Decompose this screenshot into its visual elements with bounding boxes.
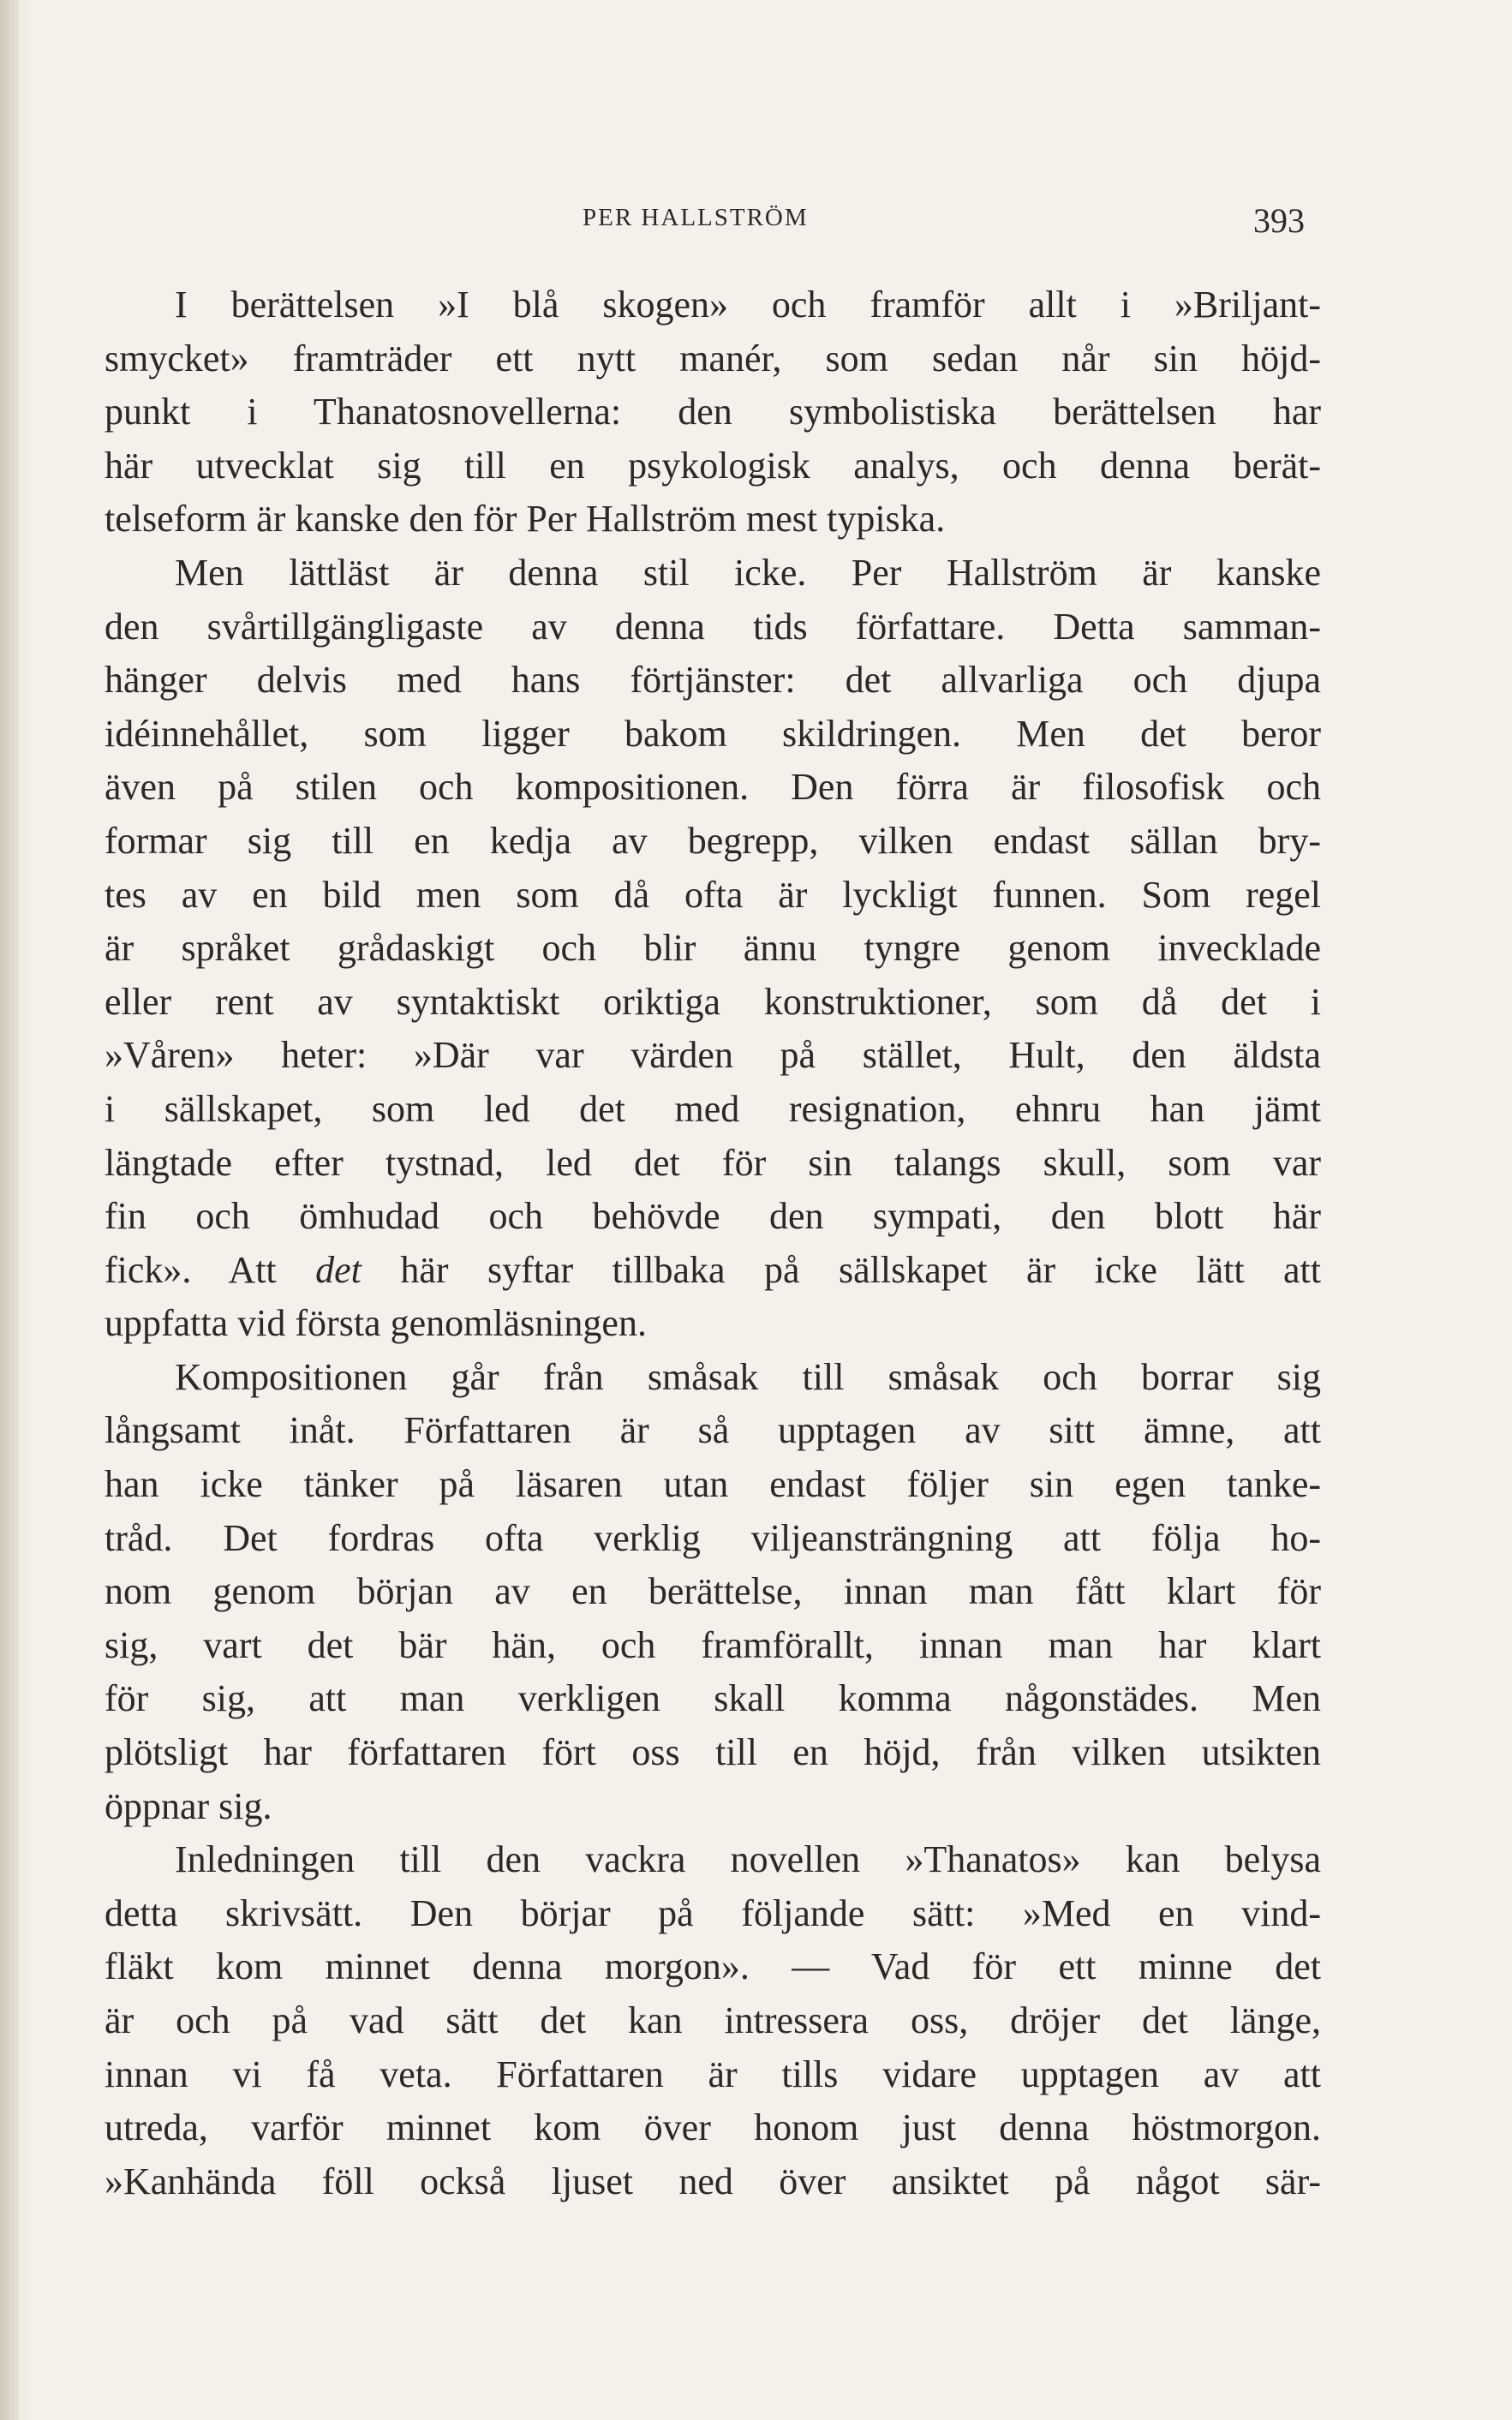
text-line: Kompositionen går från småsak till småsak och borrar sig [175, 1355, 1321, 1398]
text-line: innan vi få veta. Författaren är tills vidare upptagen av att [105, 2053, 1321, 2095]
text-line: är språket grådaskigt och blir ännu tyngre genom invecklade [105, 927, 1321, 970]
text-line: I berättelsen »I blå skogen» och framför allt i »Briljant- [175, 284, 1321, 326]
page-number: 393 [1253, 201, 1305, 240]
running-head [0, 201, 1512, 240]
emphasized-word: det [315, 1248, 362, 1291]
text-line: fin och ömhudad och behövde den sympati, den blott här [105, 1195, 1321, 1238]
text-segment: fick». Att [105, 1248, 316, 1291]
text-line: längtade efter tystnad, led det för sin talangs skull, som var [105, 1141, 1321, 1184]
text-line: plötsligt har författaren fört oss till en höjd, från vilken utsikten [105, 1731, 1321, 1774]
text-line: smycket» framträder ett nytt manér, som sedan når sin höjd- [105, 337, 1321, 379]
text-line: tes av en bild men som då ofta är lyckligt funnen. Som regel [105, 873, 1321, 916]
text-line: tråd. Det fordras ofta verklig viljeansträngning att följa ho- [105, 1516, 1321, 1559]
text-line: hänger delvis med hans förtjänster: det allvarliga och djupa [105, 659, 1321, 702]
body-text [105, 278, 1321, 2208]
text-line: Men lättläst är denna stil icke. Per Hallström är kanske [175, 551, 1321, 594]
text-line: är och på vad sätt det kan intressera oss, dröjer det länge, [105, 1999, 1321, 2041]
text-line: även på stilen och kompositionen. Den förra är filosofisk och [105, 766, 1321, 809]
text-line: den svårtillgängligaste av denna tids författare. Detta samman- [105, 605, 1321, 648]
text-line-with-emphasis [105, 1244, 1321, 1298]
text-line: för sig, att man verkligen skall komma någonstädes. Men [105, 1677, 1321, 1720]
text-line: detta skrivsätt. Den börjar på följande sätt: »Med en vind- [105, 1891, 1321, 1934]
text-line: »Kanhända föll också ljuset ned över ansiktet på något sär- [105, 2160, 1321, 2202]
text-line: idéinnehållet, som ligger bakom skildringen. Men det beror [105, 712, 1321, 755]
text-line: utreda, varför minnet kom över honom just denna höstmorgon. [105, 2106, 1321, 2149]
text-line: Inledningen till den vackra novellen »Thanatos» kan belysa [175, 1838, 1321, 1881]
text-line: uppfatta vid första genomläsningen. [105, 1302, 647, 1345]
page-spine-shadow [0, 0, 19, 2420]
text-line: han icke tänker på läsaren utan endast följer sin egen tanke- [105, 1463, 1321, 1506]
text-line: här utvecklat sig till en psykologisk analys, och denna berät- [105, 444, 1321, 487]
text-line: långsamt inåt. Författaren är så upptagen av sitt ämne, att [105, 1409, 1321, 1452]
text-line: punkt i Thanatosnovellerna: den symbolistiska berättelsen har [105, 391, 1321, 433]
text-line: formar sig till en kedja av begrepp, vilken endast sällan bry- [105, 819, 1321, 862]
text-line: fläkt kom minnet denna morgon». — Vad för ett minne det [105, 1945, 1321, 1988]
text-line: eller rent av syntaktiskt oriktiga konstruktioner, som då det i [105, 980, 1321, 1023]
text-line: telseform är kanske den för Per Hallström mest typiska. [105, 498, 946, 541]
text-segment: här syftar tillbaka på sällskapet är icke lätt att [361, 1248, 1321, 1291]
text-line: öppnar sig. [105, 1784, 272, 1827]
text-line: nom genom början av en berättelse, innan man fått klart för [105, 1570, 1321, 1613]
text-line: i sällskapet, som led det med resignation, ehnru han jämt [105, 1087, 1321, 1130]
text-line: »Våren» heter: »Där var värden på stället, Hult, den äldsta [105, 1034, 1321, 1077]
running-title: PER HALLSTRÖM [583, 204, 809, 231]
text-line: sig, vart det bär hän, och framförallt, innan man har klart [105, 1623, 1321, 1666]
